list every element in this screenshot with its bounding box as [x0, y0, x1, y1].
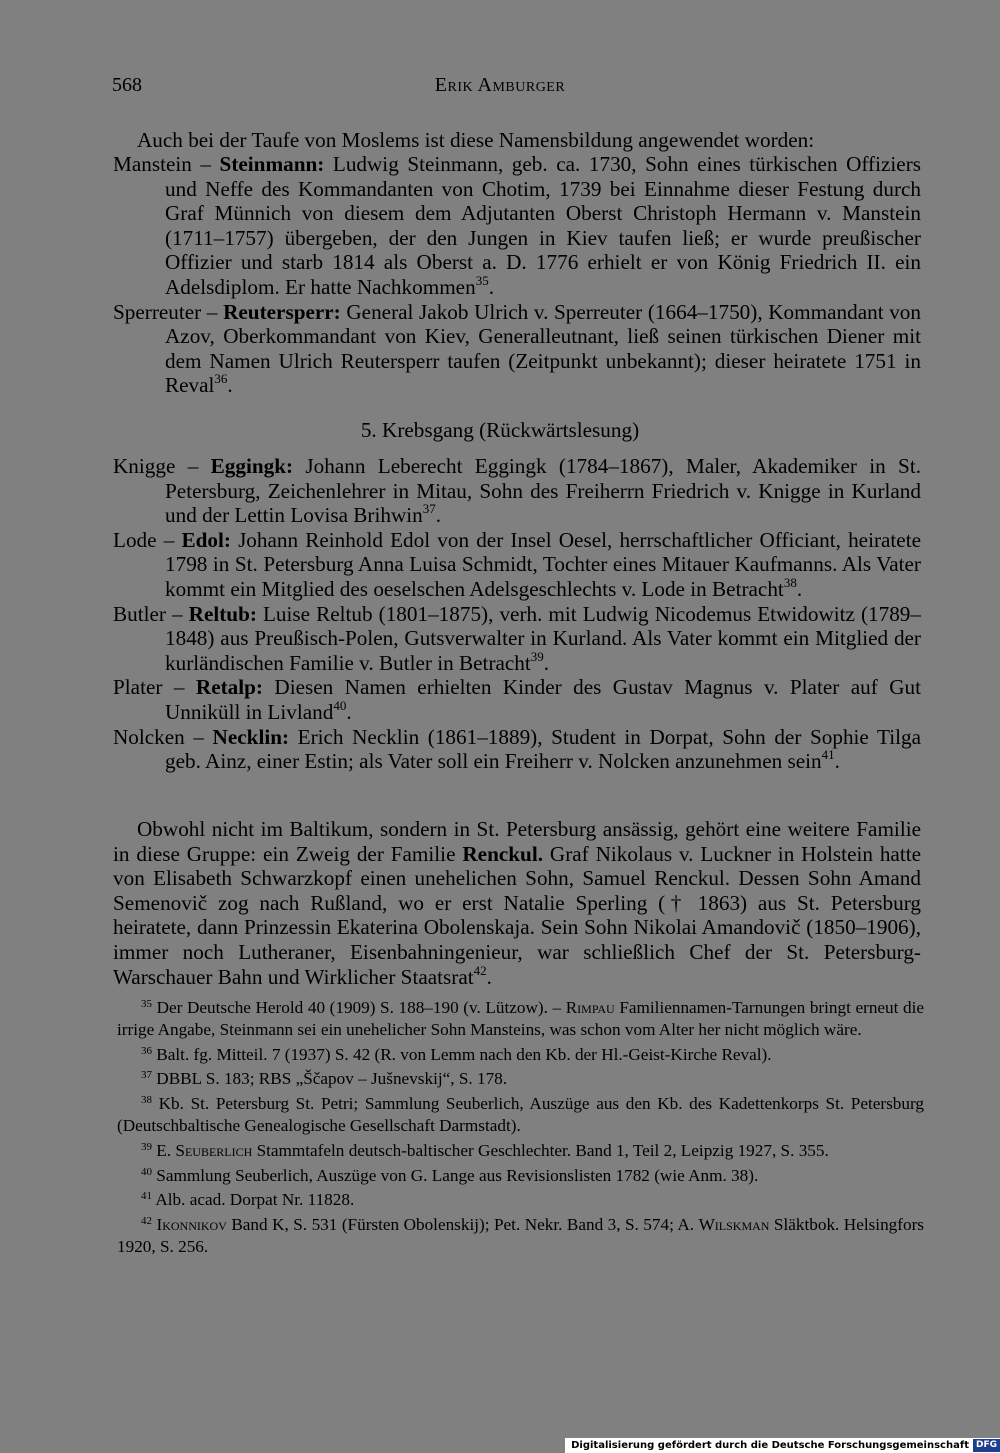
- footnote-text: Familiennamen-Tarnungen bringt erneut die irrige Angabe, Steinmann sei ein unehelicher Sohn Mansteins, was schon vom Alter her nicht möglich wäre.: [117, 998, 925, 1039]
- digitization-footer: [565, 1438, 1000, 1453]
- footnote-ref: 41: [821, 747, 835, 763]
- footnote: [117, 1065, 924, 1090]
- entry-original-name: Nolcken –: [113, 724, 213, 749]
- entry-steinmann: [113, 152, 921, 300]
- footnote-author: Seuberlich: [175, 1140, 253, 1160]
- footnote: [117, 1162, 924, 1187]
- entry-derived-name: Reutersperr:: [223, 299, 341, 324]
- footnote-text: DBBL S. 183; RBS „Ščapov – Jušnevskij“, S. 178.: [156, 1069, 508, 1089]
- entry-text: General Jakob Ulrich v. Sperreuter (1664–1750), Kommandant von Azov, Oberkommandant von Kiev, Generalleutnant, ließ seinen türkischen Diener mit dem Namen Ulrich Reutersperr taufen (Zeitpunkt unbekannt); dieser heiratete 1751 in Reval: [165, 299, 921, 398]
- entry-text: Diesen Namen erhielten Kinder des Gustav Magnus v. Plater auf Gut Unniküll in Livland: [165, 675, 922, 724]
- footnote: [117, 994, 924, 1041]
- footnote: [117, 1211, 924, 1258]
- footnote-number: 42: [141, 1215, 152, 1228]
- footnote-ref: 38: [783, 574, 797, 590]
- entry-end: .: [435, 503, 442, 528]
- footnote: [117, 1090, 924, 1137]
- footnote-text: Band K, S. 531 (Fürsten Obolenskij); Pet. Nekr. Band 3, S. 574; A.: [226, 1215, 699, 1235]
- footnote-text: Sammlung Seuberlich, Auszüge von G. Lange aus Revisionslisten 1782 (wie Anm. 38).: [156, 1165, 759, 1185]
- footnotes: [117, 994, 924, 1258]
- entry-eggingk: [113, 454, 921, 528]
- entry-original-name: Knigge –: [113, 454, 211, 478]
- entry-original-name: Manstein –: [113, 152, 220, 176]
- entry-derived-name: Edol:: [181, 527, 231, 552]
- entry-text: Luise Reltub (1801–1875), verh. mit Ludwig Nicodemus Etwidowitz (1789–1848) aus Preußisch-Polen, Gutsverwalter in Kurland. Als Vater kommt ein Mitglied der kurländischen Familie v. Butler in Betracht: [165, 601, 921, 675]
- entry-reutersperr: [113, 300, 921, 398]
- paragraph-text: Graf Nikolaus v. Luckner in Holstein hatte von Elisabeth Schwarzkopf einen unehelichen Sohn, Samuel Renckul. Dessen Sohn Amand Semenovič zog nach Rußland, wo er erst Natalie Sperling († 1863) aus St. Petersburg heiratete, dann Prinzessin Ekaterina Obolenskaja. Sein Sohn Nikolai Amandovič (1850–1906), immer noch Lutheraner, Eisenbahningenieur, war schließlich Chef der St. Petersburg-Warschauer Bahn und Wirklicher Staatsrat: [113, 841, 921, 989]
- footnote-number: 40: [141, 1165, 152, 1178]
- entry-text: Erich Necklin (1861–1889), Student in Dorpat, Sohn der Sophie Tilga geb. Ainz, einer Estin; als Vater soll ein Freiherr v. Nolcken anzunehmen sein: [165, 724, 921, 774]
- entry-end: .: [834, 749, 840, 774]
- entry-end: .: [488, 274, 494, 299]
- entry-derived-name: Eggingk:: [210, 454, 294, 478]
- dfg-logo: DFG: [973, 1439, 1000, 1452]
- paragraph-end: .: [486, 964, 492, 989]
- footnote-number: 35: [141, 998, 152, 1010]
- entry-derived-name: Reltub:: [188, 601, 257, 626]
- entry-list-baptism: [113, 152, 921, 398]
- entry-text: Johann Leberecht Eggingk (1784–1867), Maler, Akademiker in St. Petersburg, Zeichenlehrer in Mitau, Sohn des Freiherrn Friedrich v. Knigge in Kurland und der Lettin Lovisa Brihwin: [165, 454, 922, 528]
- entry-end: .: [346, 699, 352, 724]
- footnote-author: Rimpau: [565, 998, 615, 1017]
- footnote-author: Ikonnikov: [156, 1215, 227, 1235]
- section-title: 5. Krebsgang (Rückwärtslesung): [360, 418, 640, 442]
- entry-derived-name: Steinmann:: [219, 152, 325, 176]
- entry-end: .: [543, 650, 550, 675]
- footnote-text: Kb. St. Petersburg St. Petri; Sammlung Seuberlich, Auszüge aus den Kb. des Kadettenkorps St. Petersburg (Deutschbaltische Genealogische Gesellschaft Darmstadt).: [117, 1094, 925, 1135]
- entry-end: .: [796, 576, 803, 601]
- footnote-ref: 37: [422, 501, 436, 517]
- footnote-text: Balt. fg. Mitteil. 7 (1937) S. 42 (R. von Lemm nach den Kb. der Hl.-Geist-Kirche Reval).: [156, 1044, 772, 1064]
- footnote-ref: 35: [475, 272, 489, 288]
- entry-original-name: Butler –: [113, 601, 189, 626]
- entry-original-name: Plater –: [113, 675, 196, 700]
- entry-derived-name: Retalp:: [195, 675, 263, 700]
- page-number: 568: [112, 74, 142, 96]
- footnote-ref: 36: [214, 371, 228, 387]
- entry-end: .: [227, 373, 233, 398]
- footnote: [117, 1041, 924, 1066]
- footnote: [117, 1137, 924, 1162]
- footnote-number: 36: [141, 1044, 152, 1057]
- entry-list-krebsgang: [113, 454, 921, 774]
- running-header-author: Erik Amburger: [434, 74, 566, 96]
- entry-reltub: [113, 602, 921, 676]
- footnote-text: E.: [156, 1140, 176, 1160]
- paragraph-bold-name: Renckul.: [462, 841, 544, 866]
- entry-text: Ludwig Steinmann, geb. ca. 1730, Sohn eines türkischen Offiziers und Neffe des Kommandanten von Chotim, 1739 bei Einnahme dieser Festung durch Graf Münnich von diesem dem Adjutanten Oberst Christoph Hermann v. Manstein (1711–1757) übergeben, der den Jungen in Kiev taufen ließ; er wurde preußischer Offizier und starb 1814 als Oberst a. D. 1776 erhielt er von König Friedrich II. ein Adelsdiplom. Er hatte Nachkommen: [165, 152, 921, 299]
- entry-original-name: Lode –: [113, 527, 182, 552]
- entry-necklin: [113, 725, 921, 774]
- paragraph-text: Obwohl nicht im Baltikum, sondern in St. Petersburg ansässig, gehört eine weitere Familie in diese Gruppe: ein Zweig der Familie: [113, 817, 921, 866]
- footnote-text: Stammtafeln deutsch-baltischer Geschlechter. Band 1, Teil 2, Leipzig 1927, S. 355.: [252, 1140, 829, 1160]
- footnote-number: 41: [141, 1190, 152, 1203]
- footnote-number: 38: [141, 1094, 152, 1107]
- footer-text: Digitalisierung gefördert durch die Deutsche Forschungsgemeinschaft: [571, 1440, 969, 1451]
- footnote-text: Släktbok. Helsingfors 1920, S. 256.: [117, 1215, 924, 1256]
- footnote-ref: 42: [473, 962, 487, 978]
- entry-original-name: Sperreuter –: [113, 299, 224, 324]
- footnote-number: 37: [141, 1069, 152, 1082]
- entry-derived-name: Necklin:: [212, 724, 290, 749]
- entry-text: Johann Reinhold Edol von der Insel Oesel, herrschaftlicher Officiant, heiratete 1798 in St. Petersburg Anna Luisa Schmidt, Tochter eines Mitauer Kaufmanns. Als Vater kommt ein Mitglied des oeselschen Adelsgeschlechts v. Lode in Betracht: [165, 527, 921, 601]
- footnote-number: 39: [141, 1140, 152, 1153]
- intro-sentence: Auch bei der Taufe von Moslems ist diese Namensbildung angewendet worden:: [137, 128, 815, 152]
- footnote-text: Der Deutsche Herold 40 (1909) S. 188–190 (v. Lützow). –: [156, 998, 566, 1017]
- footnote-ref: 39: [530, 648, 544, 664]
- entry-edol: [113, 528, 921, 602]
- footnote: [117, 1186, 924, 1211]
- footnote-text: Alb. acad. Dorpat Nr. 11828.: [155, 1190, 355, 1210]
- footnote-ref: 40: [333, 697, 347, 713]
- footnote-author: Wilskman: [698, 1215, 770, 1235]
- entry-retalp: [113, 675, 921, 724]
- renckul-paragraph: [113, 817, 921, 989]
